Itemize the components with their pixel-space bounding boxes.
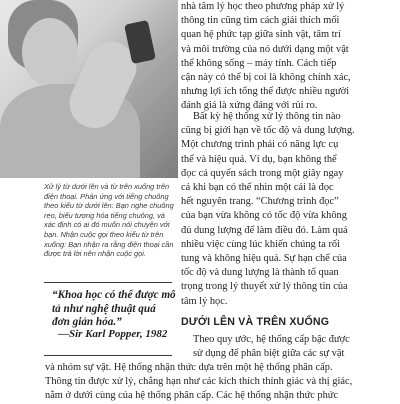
paragraph-line: nhưng lợi ích tổng thể được nhiều người xyxy=(181,86,350,98)
paragraph-line: nằm ở dưới cùng của hệ thống phân cấp. Các hệ thống nhận thức phức xyxy=(45,390,339,402)
paragraph-line: quan hệ phức tạp giữa sinh vật, tâm trí xyxy=(181,29,341,41)
pull-quote: “Khoa học có thể được mô tả như nghệ thuật quá đơn giản hóa.” xyxy=(52,289,176,329)
section-heading: DƯỚI LÊN VÀ TRÊN XUỐNG xyxy=(181,316,330,328)
paragraph-1 xyxy=(181,0,396,114)
paragraph-line: của bạn vừa không có tốc độ vừa không xyxy=(181,210,347,222)
paragraph-line: nhà tâm lý học theo phương pháp xử lý xyxy=(181,1,345,12)
paragraph-line: Bất kỳ hệ thống xử lý thông tin nào xyxy=(193,111,341,122)
paragraph-line: tâm lý học. xyxy=(181,295,228,307)
paragraph-line: đủ dung lượng để làm điều đó. Làm quá xyxy=(181,224,348,236)
paragraph-line: cũng bị giới hạn về tốc độ và dung lượng. xyxy=(181,125,355,137)
paragraph-line: nhiều việc cùng lúc khiến chúng ta rối xyxy=(181,238,340,250)
paragraph-line: thông tin cũng tìm cách giải thích mối xyxy=(181,15,340,27)
paragraph-line: Một chương trình phải có năng lực cụ xyxy=(181,139,339,151)
paragraph-line: và môi trường của nó dưới dạng một vật xyxy=(181,43,349,55)
paragraph-2 xyxy=(181,110,396,309)
paragraph-line: đánh giá là xứng đáng với rủi ro. xyxy=(181,100,318,112)
paragraph-3 xyxy=(181,333,396,361)
photo-woman-with-phone xyxy=(0,0,178,178)
paragraph-line: hết nguyên trang. “Chương trình đọc” xyxy=(181,196,339,208)
paragraph-line: tung và không hiệu quả. Sự hạn chế của xyxy=(181,253,347,265)
paragraph-line: cả khi bạn có thể nhìn một cái là đọc xyxy=(181,182,334,194)
paragraph-3-continued xyxy=(45,361,396,404)
paragraph-line: cận này có thể bị coi là không chính xác, xyxy=(181,72,351,84)
quote-author: —Sir Karl Popper, 1982 xyxy=(58,328,168,340)
paragraph-line: và nhóm sự vật. Hệ thống nhận thức dựa trên một hệ thống phân cấp. xyxy=(45,362,333,373)
paragraph-line: thể không sống – máy tính. Cách tiếp xyxy=(181,57,337,69)
paragraph-line: Thông tin được xử lý, chẳng hạn như các kích thích thính giác và thị giác, xyxy=(45,376,353,388)
figure-caption: Xử lý từ dưới lên và từ trên xuống trên điện thoại. Phản ứng với tiếng chuông theo kiểu từ dưới lên: Bạn nghe chuông reo, biểu tượng hóa tiếng chuông, và xác định có ai đó muốn nói chuyện với bạn. Nhận cuộc gọi theo kiểu từ trên xuống: Bạn nhận ra rằng điện thoại cần được trả lời nên nhận cuộc gọi. xyxy=(44,182,174,259)
paragraph-line: tốc độ và dung lượng là thành tố quan xyxy=(181,267,339,279)
photo-face xyxy=(22,18,78,86)
paragraph-line: trọng trong lý thuyết xử lý thông tin của xyxy=(181,281,348,293)
paragraph-line: thể và hiệu quả. Ví dụ, bạn không thể xyxy=(181,153,337,165)
paragraph-line: Theo quy ước, hệ thống cấp bậc được xyxy=(193,334,350,345)
paragraph-line: sử dụng để phân biệt giữa các sự vật xyxy=(193,348,345,360)
paragraph-line: đọc cả quyển sách trong một giây ngay xyxy=(181,167,344,179)
